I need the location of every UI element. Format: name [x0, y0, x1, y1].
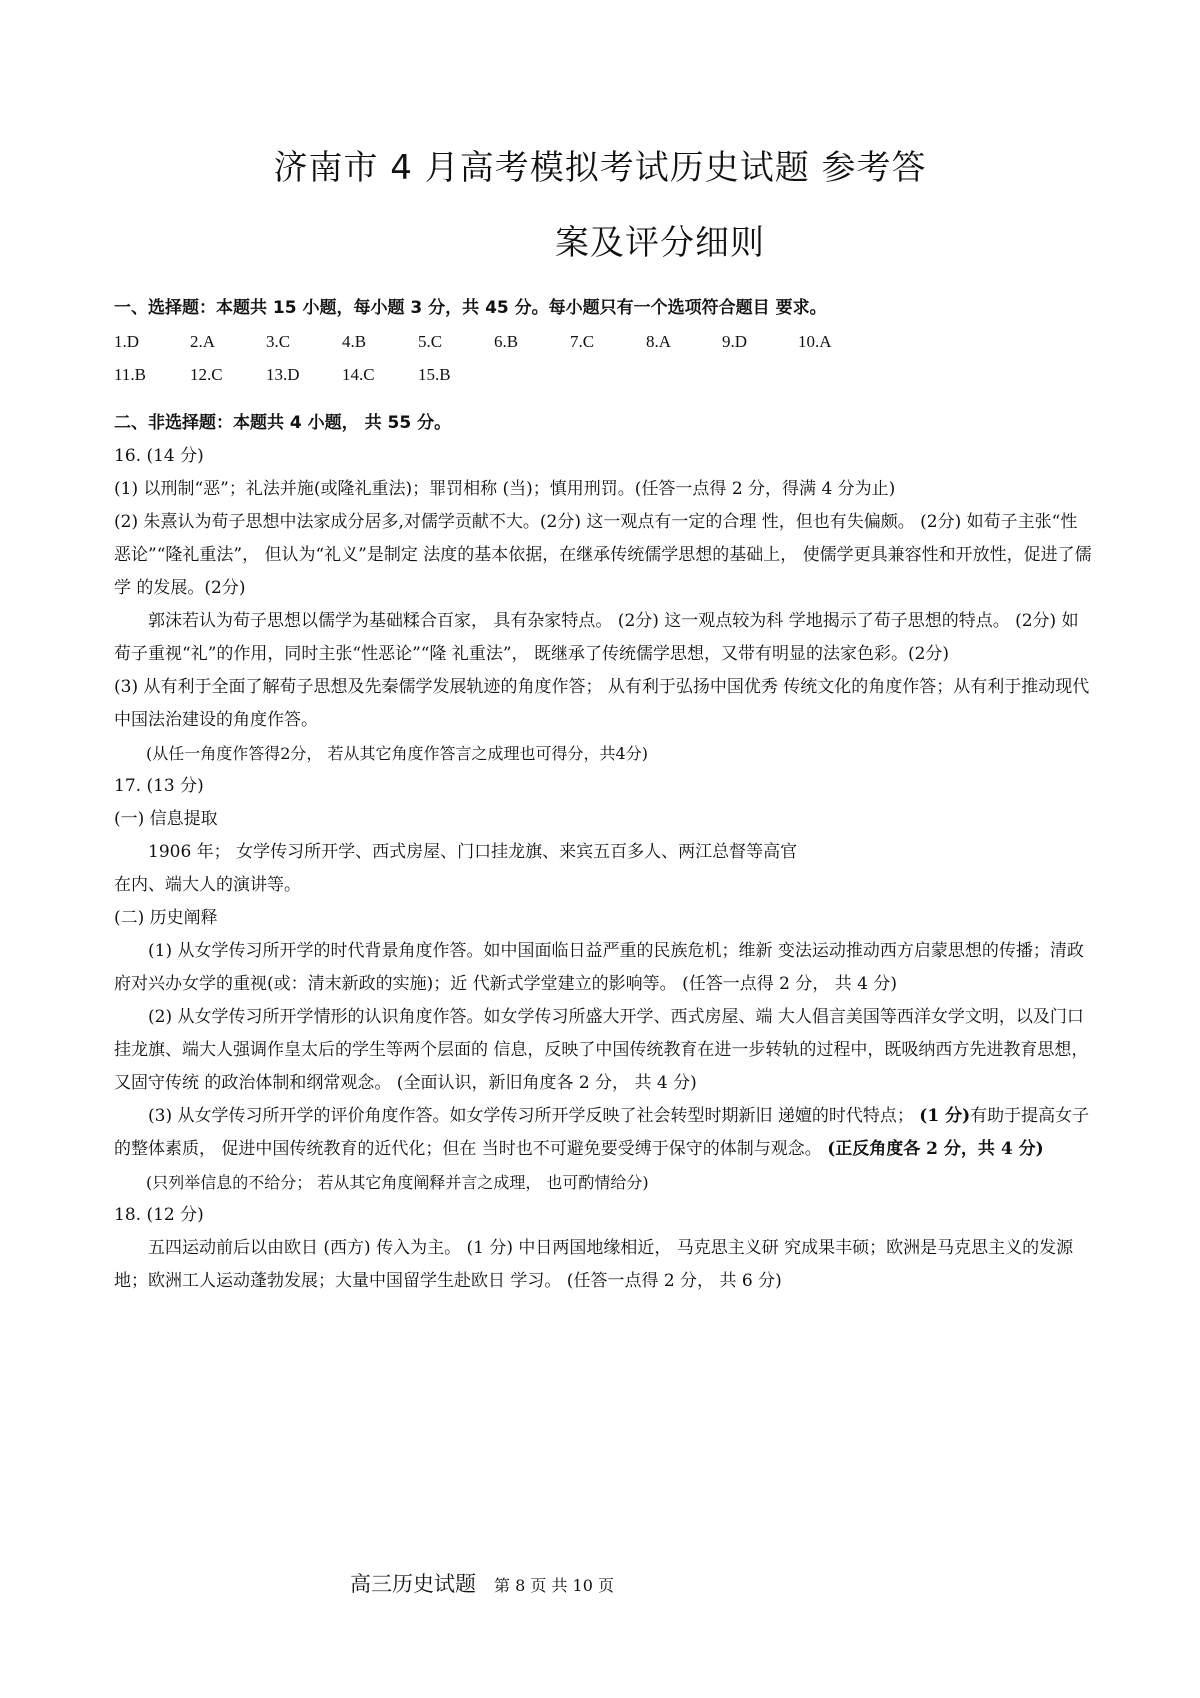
- q17-explain-3-c: 有助于提高女子的整体素质， 促进中国传统教育的近代化；但在 当时也不可避免要受缚于保守的体制与观念。: [114, 1106, 1090, 1159]
- page-footer: [350, 1568, 614, 1598]
- q17-sub2: (二) 历史阐释: [114, 908, 218, 928]
- q17-scoring-note: (只列举信息的不给分； 若从其它角度阐释并言之成理， 也可酌情给分): [146, 1173, 649, 1192]
- q18-part1: 五四运动前后以由欧日 (西方) 传入为主。 (1 分) 中日两国地缘相近， 马克思主义研 究成果丰硕；欧洲是马克思主义的发源地；欧洲工人运动蓬勃发展；大量中国留学生赴欧日 学习。 (任答一点得 2 分， 共 6 分): [114, 1238, 1074, 1291]
- section-1-heading: 一、选择题：本题共 15 小题，每小题 3 分，共 45 分。每小题只有一个选项符合题目 要求。: [114, 298, 827, 318]
- q16-part3: (3) 从有利于全面了解荀子思想及先秦儒学发展轨迹的角度作答； 从有利于弘扬中国优秀 传统文化的角度作答；从有利于推动现代中国法治建设的角度作答。: [114, 677, 1090, 730]
- answer-key: [114, 325, 874, 391]
- q16-heading: 16. (14 分): [114, 446, 204, 466]
- answer-item: 4.B: [342, 332, 367, 351]
- answer-item: 12.C: [190, 365, 223, 384]
- answer-item: 11.B: [114, 365, 146, 384]
- q17-heading: 17. (13 分): [114, 776, 204, 796]
- footer-page-number: 第 8 页 共 10 页: [494, 1576, 614, 1595]
- answer-item: 8.A: [646, 332, 672, 351]
- section-2-heading: 二、非选择题：本题共 4 小题， 共 55 分。: [114, 413, 452, 433]
- answer-item: 10.A: [798, 332, 832, 351]
- page-title-line-2: 案及评分细则: [555, 223, 765, 263]
- q16-part1: (1) 以刑制“恶”；礼法并施(或隆礼重法)；罪罚相称 (当)；慎用刑罚。(任答一点得 2 分，得满 4 分为止): [114, 479, 896, 499]
- q16-part2-guo: 郭沫若认为荀子思想以儒学为基础糅合百家， 具有杂家特点。 (2分) 这一观点较为科 学地揭示了荀子思想的特点。 (2分) 如荀子重视“礼”的作用，同时主张“性恶论”“隆 礼重法”， 既继承了传统儒学思想，又带有明显的法家色彩。(2分): [114, 611, 1079, 664]
- q17-sub1: (一) 信息提取: [114, 809, 218, 829]
- page-title-line-1: 济南市 4 月高考模拟考试历史试题 参考答: [273, 148, 927, 188]
- answer-item: 1.D: [114, 332, 140, 351]
- content: [114, 292, 1094, 1298]
- q17-explain-1: (1) 从女学传习所开学的时代背景角度作答。如中国面临日益严重的民族危机；维新 变法运动推动西方启蒙思想的传播；清政府对兴办女学的重视(或：清末新政的实施)；近 代新式学堂建立的影响等。 (任答一点得 2 分， 共 4 分): [114, 941, 1084, 994]
- answer-item: 7.C: [570, 332, 595, 351]
- footer-subject: 高三历史试题: [350, 1572, 476, 1596]
- q16-part2: (2) 朱熹认为荀子思想中法家成分居多,对儒学贡献不大。(2分) 这一观点有一定的合理 性，但也有失偏颇。 (2分) 如荀子主张“性恶论”“隆礼重法”， 但认为“礼义”是制定 法度的基本依据，在继承传统儒学思想的基础上， 使儒学更具兼容性和开放性，促进了儒学 的发展。(2分): [114, 512, 1092, 598]
- q17-explain-3: [114, 1100, 1094, 1166]
- answer-item: 14.C: [342, 365, 375, 384]
- answer-item: 2.A: [190, 332, 216, 351]
- title-block: [0, 140, 1200, 264]
- answer-item: 15.B: [418, 365, 451, 384]
- answer-item: 9.D: [722, 332, 748, 351]
- q17-info-line-a: 1906 年； 女学传习所开学、西式房屋、门口挂龙旗、来宾五百多人、两江总督等高官: [148, 842, 798, 862]
- q18-heading: 18. (12 分): [114, 1205, 204, 1225]
- answer-item: 3.C: [266, 332, 291, 351]
- q16-scoring-note: (从任一角度作答得2分， 若从其它角度作答言之成理也可得分，共4分): [146, 744, 648, 763]
- q17-explain-3-a: (3) 从女学传习所开学的评价角度作答。如女学传习所开学反映了社会转型时期新旧 递嬗的时代特点；: [148, 1106, 914, 1126]
- q17-explain-3-d: (正反角度各 2 分，共 4 分): [827, 1139, 1044, 1159]
- answer-item: 13.D: [266, 365, 300, 384]
- q17-info-line-b: 在内、端大人的演讲等。: [114, 875, 301, 895]
- q17-explain-3-score: (1 分): [919, 1106, 971, 1126]
- answer-item: 6.B: [494, 332, 519, 351]
- q17-explain-2: (2) 从女学传习所开学情形的认识角度作答。如女学传习所盛大开学、西式房屋、端 大人倡言美国等西洋女学文明，以及门口挂龙旗、端大人强调作皇太后的学生等两个层面的 信息，反映了中国传统教育在进一步转轨的过程中，既吸纳西方先进教育思想，又固守传统 的政治体制和纲常观念。 (全面认识，新旧角度各 2 分， 共 4 分): [114, 1007, 1089, 1093]
- answer-item: 5.C: [418, 332, 443, 351]
